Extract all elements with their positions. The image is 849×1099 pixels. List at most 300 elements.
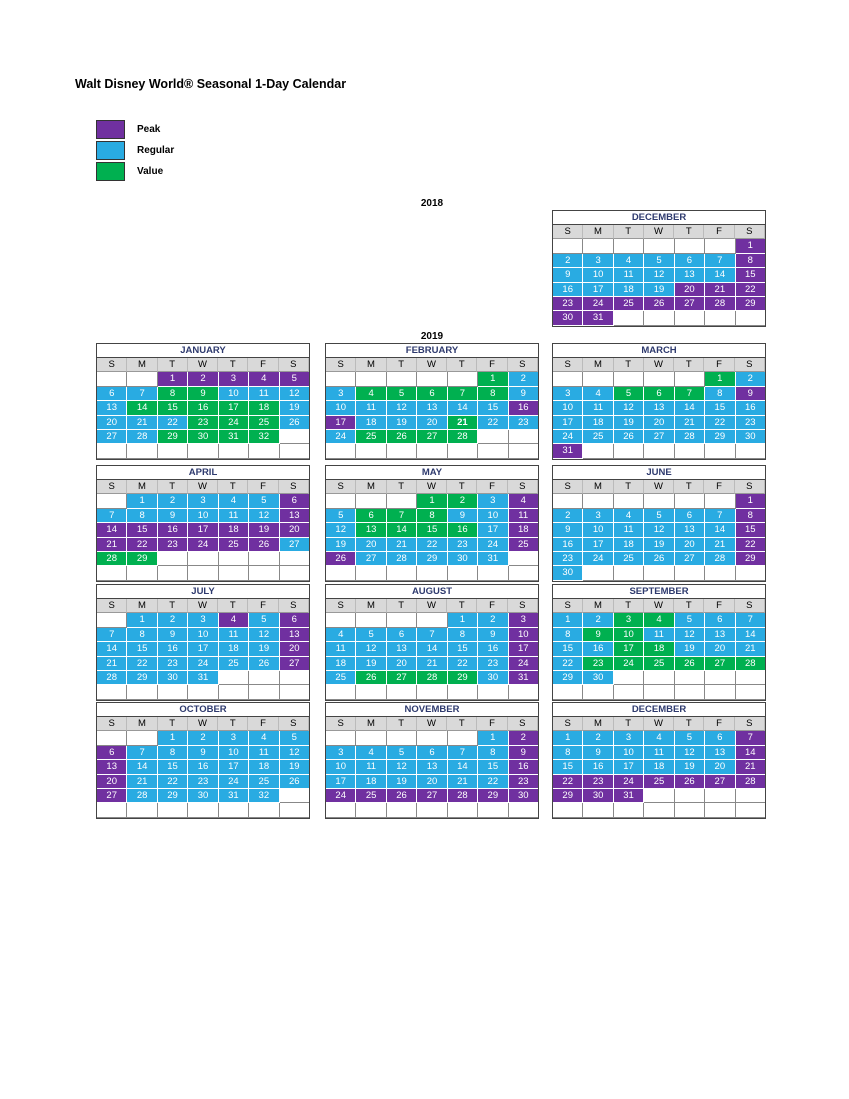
empty-cell — [509, 444, 538, 458]
day-cell: 3 — [509, 613, 538, 627]
day-cell: 19 — [326, 538, 356, 552]
day-cell: 10 — [188, 509, 218, 523]
day-cell: 28 — [448, 789, 478, 803]
empty-cell — [280, 552, 309, 566]
day-cell: 10 — [583, 268, 613, 282]
empty-cell — [188, 552, 218, 566]
weekday-label: M — [583, 717, 613, 731]
weekday-label: F — [248, 717, 278, 731]
day-cell: 1 — [736, 239, 765, 253]
empty-cell — [97, 803, 127, 817]
weekday-label: W — [188, 717, 218, 731]
day-cell: 9 — [583, 746, 613, 760]
day-cell: 4 — [644, 613, 674, 627]
day-cell: 20 — [417, 775, 447, 789]
day-cell: 15 — [417, 523, 447, 537]
empty-cell — [675, 671, 705, 685]
weekday-label: W — [644, 358, 674, 372]
day-cell: 6 — [356, 509, 386, 523]
weekday-label: T — [387, 358, 417, 372]
weekday-label: M — [356, 599, 386, 613]
weekday-label: T — [674, 599, 704, 613]
week-row — [97, 731, 309, 745]
empty-cell — [249, 444, 279, 458]
day-cell: 7 — [97, 509, 127, 523]
weekday-label: F — [704, 225, 734, 239]
empty-cell — [127, 372, 157, 386]
day-cell: 15 — [736, 523, 765, 537]
day-cell: 30 — [736, 430, 765, 444]
empty-cell — [583, 444, 613, 458]
month-january-2019 — [96, 343, 310, 460]
day-cell: 27 — [356, 552, 386, 566]
day-cell: 11 — [583, 401, 613, 415]
empty-cell — [583, 566, 613, 580]
day-cell: 3 — [478, 494, 508, 508]
weekday-label: F — [704, 717, 734, 731]
day-cell: 4 — [356, 746, 386, 760]
day-cell: 3 — [583, 254, 613, 268]
day-cell: 23 — [509, 416, 538, 430]
empty-cell — [326, 494, 356, 508]
empty-cell — [705, 685, 735, 699]
day-cell: 7 — [736, 731, 765, 745]
day-cell: 10 — [326, 401, 356, 415]
day-cell: 15 — [553, 760, 583, 774]
empty-cell — [614, 803, 644, 817]
day-cell: 12 — [675, 628, 705, 642]
month-title: AUGUST — [326, 585, 538, 599]
weekday-label: M — [127, 599, 157, 613]
weekday-label: S — [508, 717, 538, 731]
day-cell: 23 — [448, 538, 478, 552]
day-cell: 12 — [280, 746, 309, 760]
empty-cell — [644, 372, 674, 386]
day-cell: 27 — [675, 297, 705, 311]
day-cell: 12 — [614, 401, 644, 415]
day-cell: 24 — [553, 430, 583, 444]
empty-cell — [644, 239, 674, 253]
empty-cell — [509, 552, 538, 566]
weekday-label: W — [644, 717, 674, 731]
day-cell: 24 — [219, 775, 249, 789]
day-cell: 26 — [249, 657, 279, 671]
empty-cell — [448, 685, 478, 699]
week-row — [97, 789, 309, 803]
day-cell: 3 — [614, 731, 644, 745]
weekday-header — [326, 480, 538, 494]
day-cell: 23 — [188, 416, 218, 430]
day-cell: 13 — [644, 401, 674, 415]
empty-cell — [705, 803, 735, 817]
week-row — [553, 746, 765, 760]
day-cell: 12 — [356, 642, 386, 656]
day-cell: 25 — [583, 430, 613, 444]
day-cell: 4 — [249, 372, 279, 386]
day-cell: 13 — [675, 523, 705, 537]
day-cell: 26 — [644, 552, 674, 566]
day-cell: 10 — [219, 746, 249, 760]
day-cell: 5 — [280, 731, 309, 745]
day-cell: 17 — [509, 642, 538, 656]
week-row — [97, 494, 309, 508]
day-cell: 11 — [326, 642, 356, 656]
day-cell: 31 — [553, 444, 583, 458]
weekday-label: M — [583, 225, 613, 239]
month-march-2019 — [552, 343, 766, 460]
day-cell: 15 — [448, 642, 478, 656]
empty-cell — [356, 685, 386, 699]
day-cell: 1 — [158, 731, 188, 745]
day-cell: 29 — [158, 789, 188, 803]
day-cell: 26 — [387, 430, 417, 444]
weekday-label: W — [417, 599, 447, 613]
week-row — [553, 387, 765, 401]
day-cell: 19 — [675, 642, 705, 656]
day-cell: 17 — [614, 760, 644, 774]
week-row — [97, 746, 309, 760]
day-cell: 18 — [219, 523, 249, 537]
day-cell: 21 — [417, 657, 447, 671]
day-cell: 19 — [280, 760, 309, 774]
weekday-label: W — [417, 717, 447, 731]
empty-cell — [97, 494, 127, 508]
weekday-label: T — [158, 599, 188, 613]
empty-cell — [553, 803, 583, 817]
day-cell: 10 — [188, 628, 218, 642]
empty-cell — [448, 444, 478, 458]
week-row — [553, 239, 765, 253]
day-cell: 28 — [97, 552, 127, 566]
day-cell: 19 — [387, 775, 417, 789]
empty-cell — [417, 372, 447, 386]
week-row — [326, 552, 538, 566]
weekday-label: F — [477, 480, 507, 494]
weekday-label: T — [447, 358, 477, 372]
empty-cell — [219, 552, 249, 566]
day-cell: 8 — [478, 387, 508, 401]
day-cell: 20 — [705, 642, 735, 656]
weekday-label: M — [127, 358, 157, 372]
day-cell: 5 — [249, 613, 279, 627]
day-cell: 2 — [158, 613, 188, 627]
empty-cell — [356, 444, 386, 458]
day-cell: 21 — [448, 775, 478, 789]
weekday-label: S — [97, 480, 127, 494]
empty-cell — [705, 494, 735, 508]
day-cell: 9 — [509, 387, 538, 401]
day-cell: 14 — [675, 401, 705, 415]
day-cell: 22 — [158, 416, 188, 430]
day-cell: 32 — [249, 789, 279, 803]
empty-cell — [583, 803, 613, 817]
day-cell: 30 — [188, 789, 218, 803]
day-cell: 1 — [736, 494, 765, 508]
week-row — [553, 416, 765, 430]
weekday-header — [553, 225, 765, 239]
empty-cell — [614, 566, 644, 580]
weekday-label: M — [356, 358, 386, 372]
week-row — [553, 775, 765, 789]
day-cell: 5 — [326, 509, 356, 523]
day-cell: 31 — [583, 311, 613, 325]
weekday-label: S — [553, 225, 583, 239]
day-cell: 19 — [249, 642, 279, 656]
day-cell: 28 — [705, 297, 735, 311]
day-cell: 11 — [249, 387, 279, 401]
month-october-2019 — [96, 702, 310, 819]
weekday-label: T — [387, 599, 417, 613]
day-cell: 20 — [280, 523, 309, 537]
day-cell: 28 — [705, 552, 735, 566]
day-cell: 25 — [249, 416, 279, 430]
empty-cell — [219, 671, 249, 685]
day-cell: 24 — [219, 416, 249, 430]
weekday-label: W — [644, 480, 674, 494]
empty-cell — [478, 685, 508, 699]
day-cell: 9 — [478, 628, 508, 642]
month-title: JULY — [97, 585, 309, 599]
day-cell: 27 — [97, 789, 127, 803]
day-cell: 26 — [614, 430, 644, 444]
day-cell: 7 — [705, 254, 735, 268]
day-cell: 27 — [705, 775, 735, 789]
day-cell: 23 — [736, 416, 765, 430]
week-row — [553, 311, 765, 325]
day-cell: 9 — [583, 628, 613, 642]
day-cell: 10 — [614, 746, 644, 760]
day-cell: 6 — [280, 613, 309, 627]
day-cell: 27 — [387, 671, 417, 685]
week-row — [97, 760, 309, 774]
day-cell: 4 — [614, 254, 644, 268]
day-cell: 26 — [326, 552, 356, 566]
day-cell: 6 — [644, 387, 674, 401]
week-row — [326, 566, 538, 580]
day-cell: 18 — [614, 283, 644, 297]
day-cell: 16 — [583, 642, 613, 656]
day-cell: 16 — [509, 760, 538, 774]
empty-cell — [97, 372, 127, 386]
day-cell: 24 — [326, 430, 356, 444]
weekday-label: S — [735, 358, 765, 372]
weekday-label: T — [158, 717, 188, 731]
day-cell: 27 — [417, 789, 447, 803]
day-cell: 17 — [188, 523, 218, 537]
day-cell: 8 — [127, 509, 157, 523]
day-cell: 20 — [387, 657, 417, 671]
legend-label: Regular — [137, 145, 175, 156]
empty-cell — [280, 430, 309, 444]
day-cell: 26 — [644, 297, 674, 311]
day-cell: 22 — [158, 775, 188, 789]
empty-cell — [387, 731, 417, 745]
day-cell: 10 — [583, 523, 613, 537]
day-cell: 23 — [583, 657, 613, 671]
day-cell: 9 — [509, 746, 538, 760]
empty-cell — [417, 685, 447, 699]
day-cell: 27 — [705, 657, 735, 671]
empty-cell — [509, 685, 538, 699]
day-cell: 5 — [356, 628, 386, 642]
day-cell: 24 — [583, 297, 613, 311]
weekday-label: T — [614, 358, 644, 372]
day-cell: 9 — [736, 387, 765, 401]
weekday-label: T — [158, 480, 188, 494]
day-cell: 2 — [509, 731, 538, 745]
week-row — [326, 746, 538, 760]
day-cell: 3 — [219, 731, 249, 745]
day-cell: 29 — [705, 430, 735, 444]
empty-cell — [736, 444, 765, 458]
empty-cell — [326, 731, 356, 745]
day-cell: 25 — [326, 671, 356, 685]
day-cell: 13 — [417, 760, 447, 774]
day-cell: 16 — [448, 523, 478, 537]
day-cell: 12 — [280, 387, 309, 401]
week-row — [97, 671, 309, 685]
empty-cell — [583, 494, 613, 508]
day-cell: 8 — [127, 628, 157, 642]
weekday-label: F — [248, 358, 278, 372]
weekday-label: T — [387, 717, 417, 731]
empty-cell — [188, 685, 218, 699]
weekday-label: M — [583, 480, 613, 494]
day-cell: 26 — [280, 416, 309, 430]
day-cell: 19 — [249, 523, 279, 537]
month-february-2019 — [325, 343, 539, 460]
empty-cell — [158, 552, 188, 566]
week-row — [553, 613, 765, 627]
day-cell: 6 — [417, 746, 447, 760]
day-cell: 6 — [280, 494, 309, 508]
day-cell: 29 — [127, 552, 157, 566]
day-cell: 13 — [417, 401, 447, 415]
day-cell: 4 — [509, 494, 538, 508]
month-september-2019 — [552, 584, 766, 701]
month-title: OCTOBER — [97, 703, 309, 717]
week-row — [553, 803, 765, 817]
day-cell: 17 — [219, 760, 249, 774]
day-cell: 13 — [97, 760, 127, 774]
day-cell: 15 — [158, 760, 188, 774]
day-cell: 19 — [675, 760, 705, 774]
weekday-label: S — [326, 358, 356, 372]
empty-cell — [417, 444, 447, 458]
week-row — [326, 613, 538, 627]
day-cell: 13 — [356, 523, 386, 537]
day-cell: 18 — [644, 760, 674, 774]
day-cell: 27 — [675, 552, 705, 566]
day-cell: 12 — [644, 268, 674, 282]
month-title: SEPTEMBER — [553, 585, 765, 599]
weekday-label: S — [279, 480, 309, 494]
day-cell: 8 — [736, 509, 765, 523]
week-row — [553, 297, 765, 311]
month-december-2018 — [552, 210, 766, 327]
week-row — [553, 372, 765, 386]
empty-cell — [417, 731, 447, 745]
day-cell: 25 — [509, 538, 538, 552]
month-title: FEBRUARY — [326, 344, 538, 358]
day-cell: 21 — [675, 416, 705, 430]
empty-cell — [219, 803, 249, 817]
empty-cell — [97, 685, 127, 699]
empty-cell — [417, 613, 447, 627]
week-row — [326, 372, 538, 386]
weekday-label: M — [356, 480, 386, 494]
day-cell: 22 — [478, 416, 508, 430]
weekday-label: S — [508, 358, 538, 372]
empty-cell — [219, 566, 249, 580]
weekday-label: T — [674, 358, 704, 372]
day-cell: 20 — [97, 775, 127, 789]
week-row — [326, 387, 538, 401]
day-cell: 26 — [280, 775, 309, 789]
day-cell: 18 — [326, 657, 356, 671]
day-cell: 2 — [736, 372, 765, 386]
day-cell: 5 — [280, 372, 309, 386]
day-cell: 4 — [356, 387, 386, 401]
day-cell: 10 — [326, 760, 356, 774]
day-cell: 24 — [478, 538, 508, 552]
month-june-2019 — [552, 465, 766, 582]
day-cell: 15 — [478, 760, 508, 774]
day-cell: 21 — [387, 538, 417, 552]
empty-cell — [644, 671, 674, 685]
day-cell: 6 — [705, 613, 735, 627]
day-cell: 14 — [97, 642, 127, 656]
day-cell: 5 — [249, 494, 279, 508]
day-cell: 22 — [736, 538, 765, 552]
day-cell: 14 — [448, 401, 478, 415]
day-cell: 12 — [387, 401, 417, 415]
day-cell: 29 — [158, 430, 188, 444]
empty-cell — [675, 685, 705, 699]
empty-cell — [478, 430, 508, 444]
empty-cell — [644, 803, 674, 817]
empty-cell — [614, 671, 644, 685]
day-cell: 27 — [644, 430, 674, 444]
week-row — [326, 509, 538, 523]
week-row — [326, 401, 538, 415]
week-row — [97, 372, 309, 386]
day-cell: 2 — [583, 613, 613, 627]
day-cell: 11 — [356, 760, 386, 774]
day-cell: 15 — [553, 642, 583, 656]
empty-cell — [675, 311, 705, 325]
empty-cell — [705, 311, 735, 325]
empty-cell — [326, 444, 356, 458]
day-cell: 17 — [219, 401, 249, 415]
empty-cell — [675, 803, 705, 817]
day-cell: 5 — [614, 387, 644, 401]
day-cell: 23 — [158, 657, 188, 671]
day-cell: 29 — [478, 789, 508, 803]
weekday-label: S — [97, 358, 127, 372]
day-cell: 7 — [97, 628, 127, 642]
day-cell: 28 — [97, 671, 127, 685]
day-cell: 14 — [417, 642, 447, 656]
week-row — [553, 642, 765, 656]
week-row — [553, 444, 765, 458]
empty-cell — [509, 430, 538, 444]
day-cell: 3 — [583, 509, 613, 523]
week-row — [553, 523, 765, 537]
day-cell: 10 — [614, 628, 644, 642]
empty-cell — [326, 613, 356, 627]
day-cell: 2 — [188, 372, 218, 386]
